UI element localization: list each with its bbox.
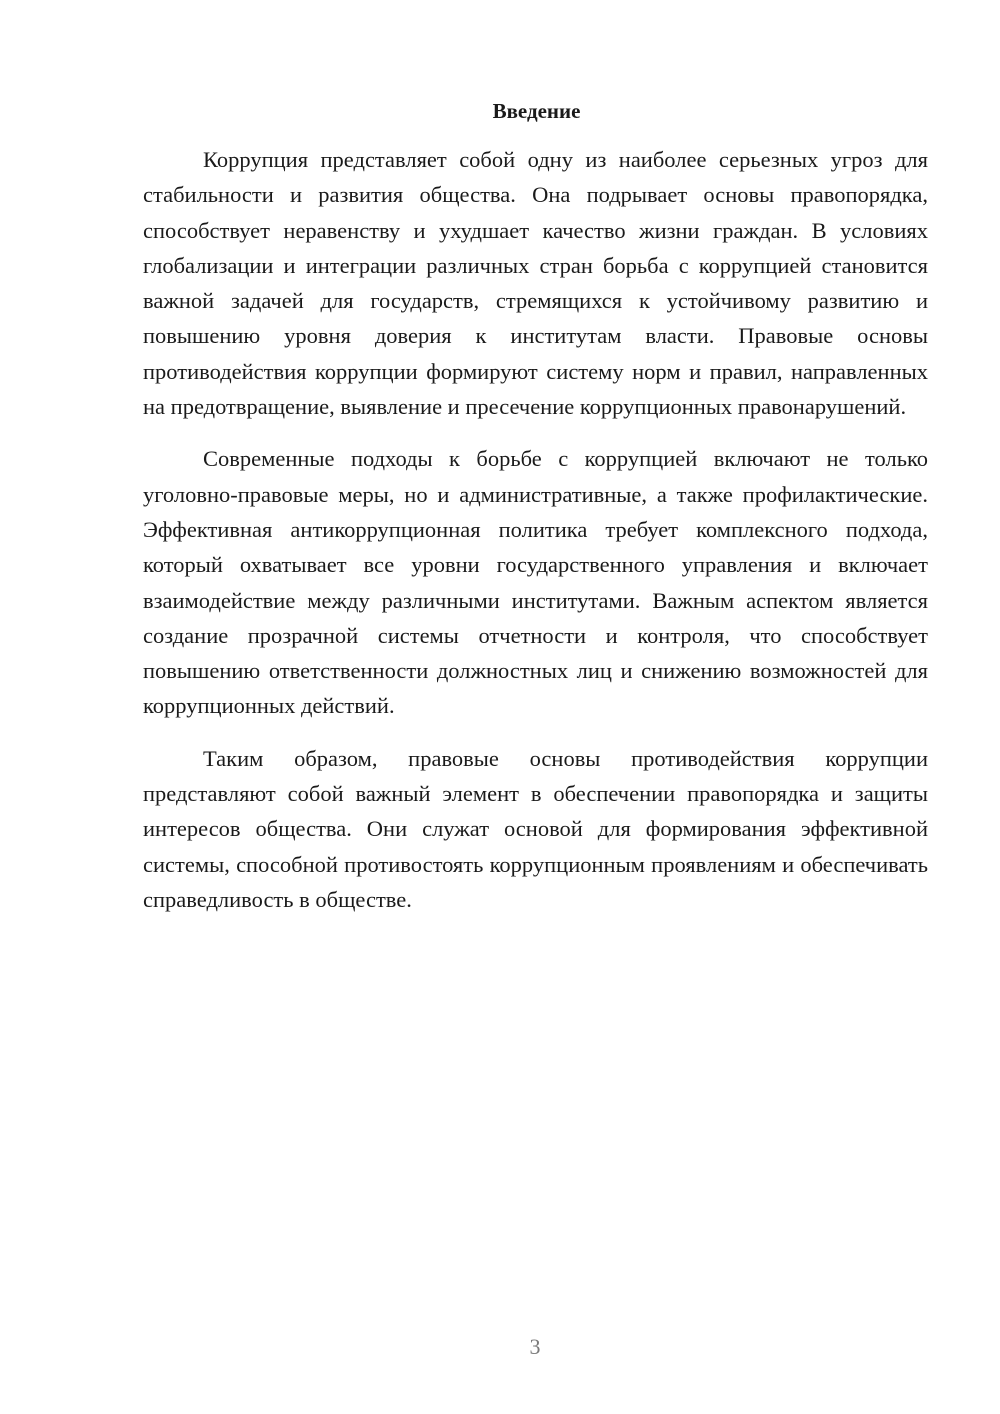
section-heading: Введение	[492, 99, 581, 123]
paragraph-3: Таким образом, правовые основы противодействия коррупции представляют собой важный элемент в обеспечении правопорядка и защиты интересов общества. Они служат основой для формирования эффективной системы, способной противостоять коррупционным проявлениям и обеспечивать справедливость в обществе.	[143, 745, 928, 912]
paragraph-2: Современные подходы к борьбе с коррупцией включают не только уголовно-правовые меры, но и административные, а также профилактические. Эффективная антикоррупционная политика требует комплексного подхода, который охватывает все уровни государственного управления и включает взаимодействие между различными институтами. Важным аспектом является создание прозрачной системы отчетности и контроля, что способствует повышению ответственности должностных лиц и снижению возможностей для коррупционных действий.	[143, 446, 928, 719]
page-number: 3	[529, 1334, 541, 1359]
paragraph-1: Коррупция представляет собой одну из наиболее серьезных угроз для стабильности и развития общества. Она подрывает основы правопорядка, способствует неравенству и ухудшает качество жизни граждан. В условиях глобализации и интеграции различных стран борьба с коррупцией становится важной задачей для государств, стремящихся к устойчивому развитию и повышению уровня доверия к институтам власти. Правовые основы противодействия коррупции формируют систему норм и правил, направленных на предотвращение, выявление и пресечение коррупционных правонарушений.	[143, 147, 928, 420]
page-content	[143, 98, 928, 917]
